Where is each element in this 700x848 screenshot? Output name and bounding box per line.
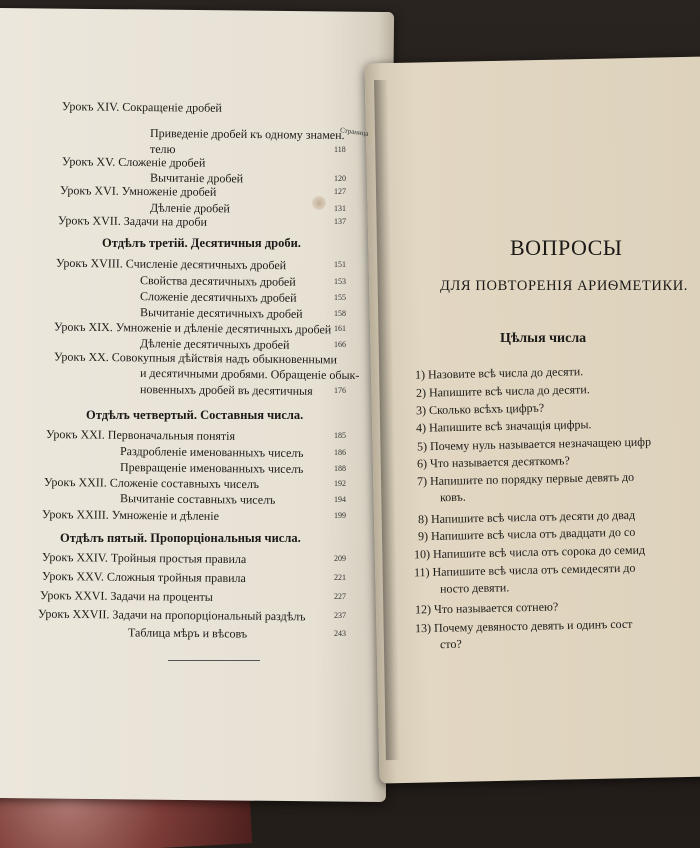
toc-page-number: 194 — [334, 495, 346, 504]
toc-entry-title: Сложеніе дробей — [118, 154, 206, 170]
toc-page-number: 176 — [334, 386, 346, 395]
section-heading-compound-numbers: Отдѣлъ четвертый. Составныя числа. — [86, 408, 304, 422]
toc-page-number: 243 — [334, 629, 346, 638]
toc-lesson-label: Урокъ XV. — [61, 154, 119, 169]
toc-page-number: 185 — [334, 431, 346, 440]
toc-lesson-label: Урокъ XXII. — [43, 474, 110, 490]
toc-entry-title: Таблица мѣръ и вѣсовъ — [127, 625, 248, 641]
toc-entry-title: Приведеніе дробей къ одному знамен. — [149, 125, 345, 143]
toc-entry — [54, 320, 331, 337]
toc-entry — [150, 142, 176, 156]
toc-lesson-label: Урокъ XXI. — [45, 427, 108, 442]
toc-page-number: 127 — [334, 187, 346, 196]
toc-page-number: 209 — [334, 554, 346, 563]
question-line: 13) Почему девяносто девять и одинъ сост — [414, 616, 633, 636]
toc-entry — [58, 213, 207, 229]
toc-entry — [150, 201, 230, 216]
toc-lesson-label: Урокъ XXIII. — [41, 507, 112, 522]
toc-lesson-label: Урокъ XXIV. — [41, 549, 112, 565]
toc-page-number: 192 — [334, 479, 346, 488]
toc-entry-title: Дѣленіе дробей — [149, 200, 230, 216]
toc-entry-title: Задачи на пропорціональный раздѣлъ — [112, 607, 306, 624]
closing-rule — [168, 660, 260, 661]
toc-page-number: 166 — [334, 340, 346, 349]
toc-page-number: 155 — [334, 293, 346, 302]
question-line: сто? — [439, 636, 462, 652]
toc-lesson-label: Урокъ XVI. — [59, 183, 122, 198]
toc-page-number: 153 — [334, 277, 346, 286]
toc-entry-title: Вычитаніе десятичныхъ дробей — [139, 305, 303, 321]
toc-entry-title: Вычитаніе дробей — [149, 170, 244, 186]
toc-entry-title: Задачи на дроби — [123, 213, 208, 229]
toc-entry — [46, 427, 235, 443]
toc-page-number: 120 — [334, 174, 346, 183]
toc-entry-title: Сокращеніе дробей — [122, 99, 222, 115]
toc-page-number: 227 — [334, 592, 346, 601]
toc-entry-title: Сложеніе десятичныхъ дробей — [139, 289, 297, 305]
toc-entry — [120, 491, 275, 507]
toc-entry — [128, 625, 247, 640]
toc-lesson-label: Урокъ XXV. — [41, 568, 108, 584]
toc-entry-title: Умноженіе и дѣленіе десятичныхъ дробей — [115, 320, 332, 337]
toc-lesson-label: Урокъ XX. — [53, 349, 112, 365]
question-line: 9) Напишите всѣ числа отъ двадцати до со — [417, 524, 636, 544]
question-line: 11) Напишите всѣ числа отъ семидесяти до — [413, 560, 636, 580]
toc-entry — [40, 588, 213, 604]
toc-entry-title: Первоначальныя понятія — [107, 427, 236, 443]
paper-stain — [312, 196, 326, 210]
toc-entry — [140, 273, 296, 289]
toc-entry — [38, 607, 306, 624]
toc-entry-title: Раздробленіе именованныхъ чиселъ — [119, 444, 304, 460]
question-line: носто девяти. — [439, 580, 510, 596]
question-line: 3) Сколько всѣхъ цифръ? — [415, 400, 545, 418]
toc-entry — [62, 99, 222, 115]
toc-entry-title: и десятичными дробями. Обращеніе обык- — [139, 365, 360, 383]
toc-entry — [62, 154, 205, 169]
toc-page-number: 221 — [334, 573, 346, 582]
toc-entry-title: телю — [149, 141, 176, 157]
toc-entry-title: Вычитаніе составныхъ чиселъ — [119, 491, 276, 507]
toc-page-number: 151 — [334, 260, 346, 269]
toc-entry-title: Превращеніе именованныхъ чиселъ — [119, 460, 304, 476]
toc-lesson-label: Урокъ XIX. — [53, 319, 116, 335]
toc-entry — [60, 183, 216, 199]
toc-page-number: 131 — [334, 204, 346, 213]
questions-title: ВОПРОСЫ — [510, 235, 623, 260]
question-line: 7) Напишите по порядку первые девять до — [416, 469, 635, 489]
toc-entry-title: Счисленіе десятичныхъ дробей — [125, 256, 287, 273]
toc-entry — [120, 444, 304, 460]
toc-entry — [44, 475, 259, 491]
toc-page-number: 161 — [334, 324, 346, 333]
toc-entry-title: Сложеніе составныхъ чиселъ — [109, 475, 260, 492]
toc-entry-title: Дѣленіе десятичныхъ дробей — [139, 336, 290, 352]
toc-entry-title: Задачи на проценты — [110, 588, 213, 604]
section-heading-proportional-numbers: Отдѣлъ пятый. Пропорціональныя числа. — [60, 531, 301, 545]
question-line: 8) Напишите всѣ числа отъ десяти до двад — [417, 507, 636, 527]
toc-entry-title: Умноженіе дробей — [121, 183, 217, 199]
toc-page-number: 186 — [334, 448, 346, 457]
toc-page-number: 118 — [334, 145, 346, 154]
toc-lesson-label: Урокъ XIV. — [61, 99, 123, 114]
toc-entry — [140, 305, 303, 321]
toc-entry — [42, 550, 246, 566]
question-line: 6) Что называется десяткомъ? — [416, 453, 570, 471]
toc-entry — [54, 350, 337, 367]
toc-entry-title: Совокупныя дѣйствія надъ обыкновенными — [111, 350, 338, 367]
section-heading-decimals: Отдѣлъ третій. Десятичныя дроби. — [102, 236, 301, 250]
toc-entry — [42, 507, 219, 523]
toc-entry — [120, 460, 303, 476]
toc-page-number: 237 — [334, 611, 346, 620]
question-line: ковъ. — [439, 489, 466, 505]
toc-entry-title: Умноженіе и дѣленіе — [111, 507, 220, 523]
question-line: 2) Напишите всѣ числа до десяти. — [415, 382, 590, 400]
toc-page-number: 199 — [334, 511, 346, 520]
toc-entry — [140, 366, 360, 382]
toc-entry — [140, 336, 290, 352]
toc-entry — [42, 569, 246, 585]
toc-entry — [140, 289, 297, 305]
question-line: 5) Почему нуль называется незначащею цифр — [416, 434, 652, 454]
questions-subtitle: ДЛЯ ПОВТОРЕНІЯ АРИѲМЕТИКИ. — [440, 278, 689, 294]
toc-page-number: 158 — [334, 309, 346, 318]
toc-entry-title: Сложныя тройныя правила — [106, 569, 246, 586]
toc-lesson-label: Урокъ XXVII. — [37, 606, 113, 622]
toc-entry-title: новенныхъ дробей въ десятичныя — [139, 382, 313, 398]
question-line: 1) Назовите всѣ числа до десяти. — [414, 364, 584, 382]
toc-lesson-label: Урокъ XVII. — [57, 213, 124, 228]
toc-page-number: 137 — [334, 217, 346, 226]
toc-entry — [140, 382, 313, 398]
toc-lesson-label: Урокъ XXVI. — [39, 588, 111, 603]
toc-entry-title: Тройныя простыя правила — [110, 550, 247, 567]
question-line: 12) Что называется сотнею? — [414, 599, 559, 617]
toc-entry — [150, 126, 345, 142]
toc-page-number: 188 — [334, 464, 346, 473]
toc-entry-title: Свойства десятичныхъ дробей — [139, 273, 296, 289]
questions-section-heading: Цѣлыя числа — [500, 331, 587, 346]
toc-entry — [56, 256, 286, 272]
toc-entry — [150, 171, 243, 186]
toc-lesson-label: Урокъ XVIII. — [55, 255, 126, 271]
page-column-header: Страница — [339, 126, 370, 138]
question-line: 10) Напишите всѣ числа отъ сорока до семид — [413, 542, 646, 562]
question-line: 4) Напишите всѣ значащія цифры. — [415, 417, 592, 435]
